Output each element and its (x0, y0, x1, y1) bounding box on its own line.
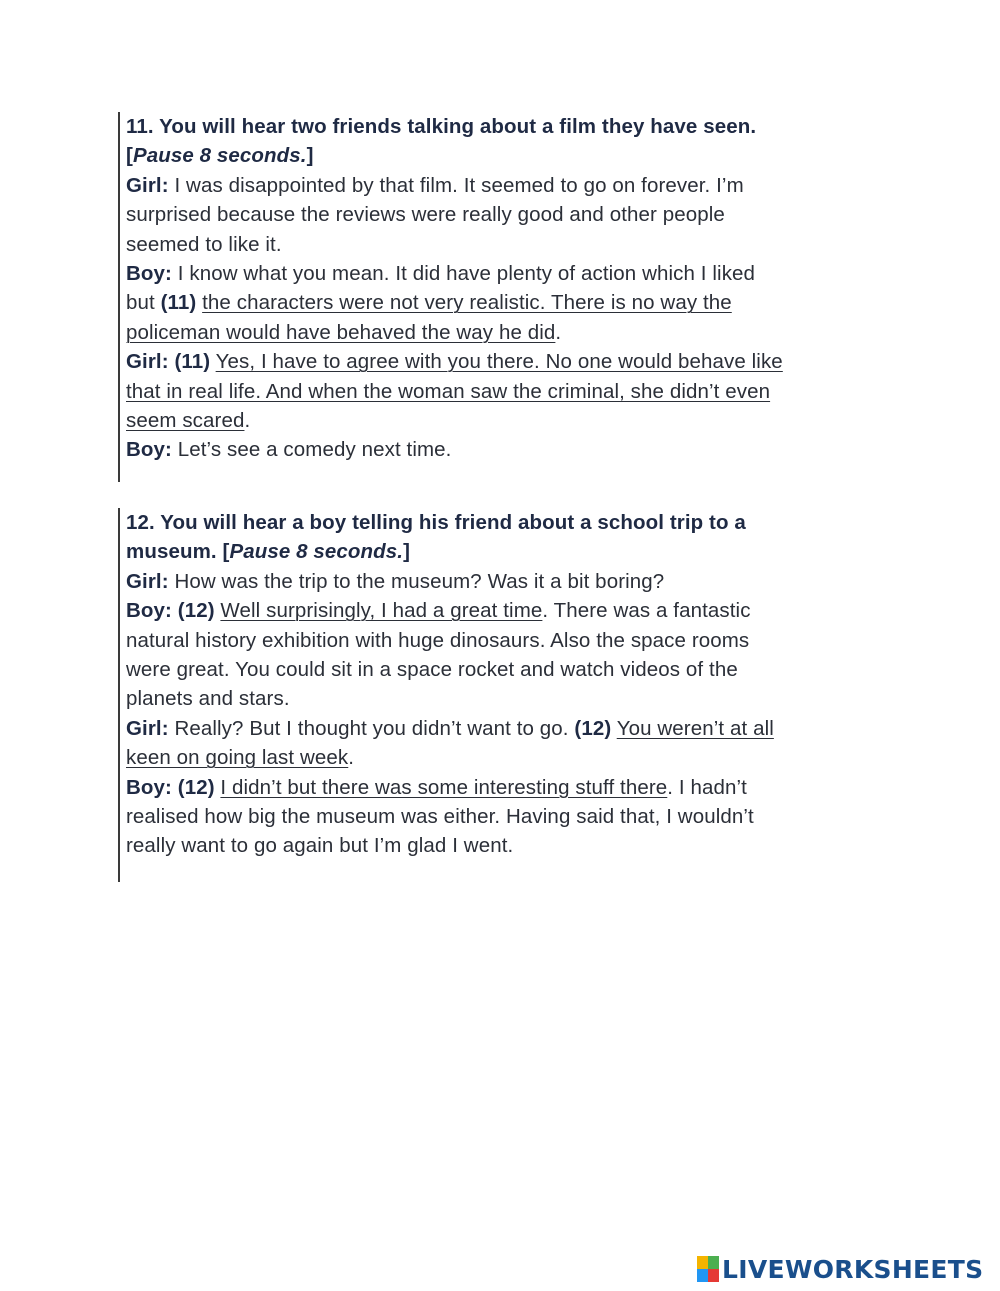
logo-mark-icon (697, 1256, 719, 1282)
answer-underline: I didn’t but there was some interesting stuff there (220, 775, 668, 799)
section-11-pause: [Pause 8 seconds.] (126, 144, 314, 168)
speaker-label: Girl: (126, 569, 169, 593)
dialogue-line: Girl: Really? But I thought you didn’t want to go. (12) You weren’t at all (126, 716, 774, 740)
logo-square-icon (697, 1269, 708, 1282)
dialogue-line: Girl: How was the trip to the museum? Was it a bit boring? (126, 569, 665, 593)
speaker-label: Boy: (126, 262, 172, 286)
section-11 (118, 112, 886, 482)
logo-square-icon (697, 1256, 708, 1269)
section-12 (118, 508, 886, 882)
speaker-label: Girl: (126, 350, 169, 374)
dialogue-line: seem scared. (126, 409, 251, 433)
dialogue-line: Girl: I was disappointed by that film. It seemed to go on forever. I’m (126, 173, 744, 197)
section-11-heading: 11. You will hear two friends talking about a film they have seen. (126, 115, 757, 138)
answer-underline: Well surprisingly, I had a great time (220, 599, 543, 623)
answer-underline: seem scared (126, 409, 245, 433)
answer-underline: the characters were not very realistic. There is no way the (202, 291, 732, 315)
dialogue-line: surprised because the reviews were really good and other people (126, 203, 725, 227)
dialogue-line (126, 377, 886, 406)
dialogue-line: Boy: I know what you mean. It did have plenty of action which I liked (126, 262, 756, 286)
dialogue-line: Boy: (12) I didn’t but there was some interesting stuff there. I hadn’t (126, 775, 747, 799)
dialogue-line: realised how big the museum was either. Having said that, I wouldn’t (126, 805, 754, 829)
logo-square-icon (708, 1256, 719, 1269)
speaker-label: Boy: (126, 599, 172, 623)
section-12-heading-cont: museum. [Pause 8 seconds.] (126, 540, 411, 564)
dialogue-line: seemed to like it. (126, 232, 282, 256)
question-marker: (12) (574, 716, 612, 740)
question-marker: (11) (174, 350, 211, 374)
answer-underline: Yes, I have to agree with you there. No one would behave like (215, 350, 783, 374)
dialogue-line: natural history exhibition with huge dinosaurs. Also the space rooms (126, 628, 750, 652)
answer-underline: policeman would have behaved the way he did (126, 320, 556, 344)
dialogue-line: policeman would have behaved the way he did. (126, 320, 562, 344)
answer-underline: keen on going last week (126, 746, 349, 770)
question-marker: (12) (177, 599, 215, 623)
question-marker: (12) (177, 775, 215, 799)
speaker-label: Boy: (126, 775, 172, 799)
speaker-label: Boy: (126, 438, 172, 462)
dialogue-line: Boy: Let’s see a comedy next time. (126, 438, 452, 462)
dialogue-line: keen on going last week. (126, 746, 355, 770)
dialogue-line: really want to go again but I’m glad I went. (126, 834, 514, 858)
logo-text: LIVEWORKSHEETS (722, 1254, 984, 1284)
dialogue-line: planets and stars. (126, 687, 290, 711)
speaker-label: Girl: (126, 716, 169, 740)
dialogue-line (126, 347, 886, 376)
section-12-heading: 12. You will hear a boy telling his friend about a school trip to a (126, 511, 746, 534)
dialogue-line: Boy: (12) Well surprisingly, I had a great time. There was a fantastic (126, 599, 751, 623)
section-12-pause: Pause 8 seconds. (229, 540, 404, 564)
answer-underline: You weren’t at all (616, 716, 774, 740)
question-marker: (11) (160, 291, 197, 315)
dialogue-line: but (11) the characters were not very realistic. There is no way the (126, 291, 732, 315)
logo-square-icon (708, 1269, 719, 1282)
answer-underline: that in real life. And when the woman saw the criminal, she didn’t even (126, 379, 771, 403)
liveworksheets-logo[interactable] (697, 1254, 983, 1284)
dialogue-line: were great. You could sit in a space rocket and watch videos of the (126, 658, 738, 682)
speaker-label: Girl: (126, 173, 169, 197)
